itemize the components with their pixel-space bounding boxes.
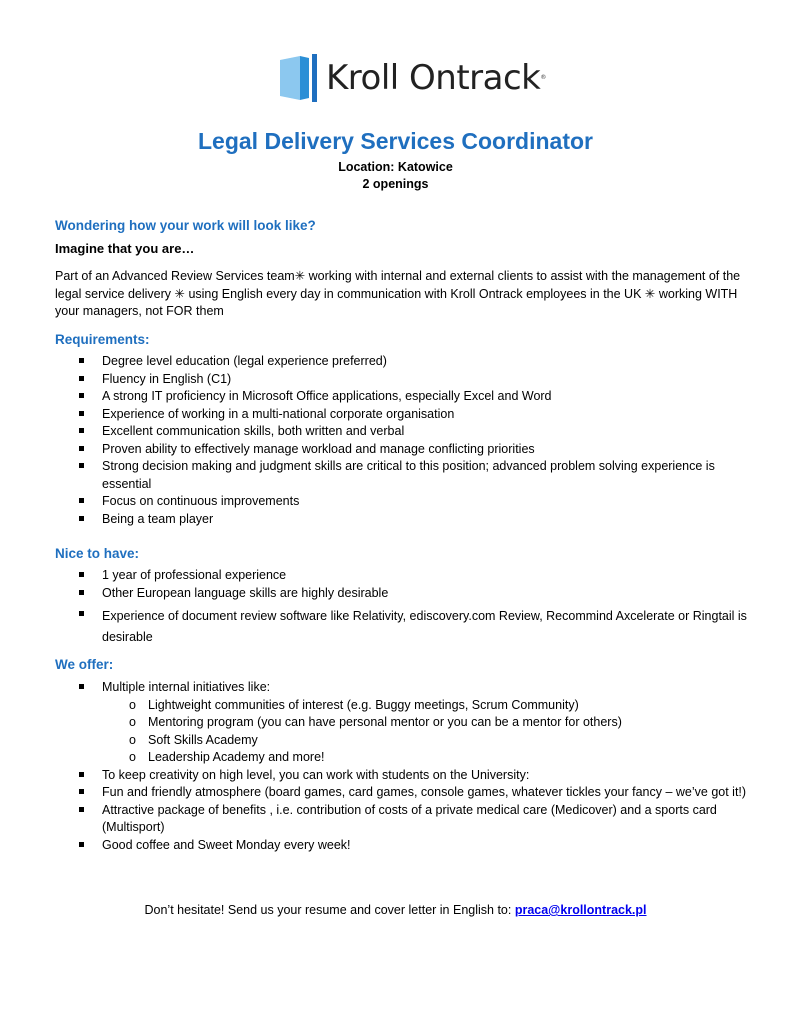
square-bullet-icon bbox=[79, 358, 84, 363]
list-item: Experience of document review software like Relativity, ediscovery.com Review, Recommind Axcelerate or Ringtail is desirable bbox=[55, 606, 755, 648]
circle-bullet-icon: o bbox=[129, 732, 136, 747]
requirements-heading: Requirements: bbox=[55, 332, 150, 347]
requirements-list bbox=[55, 353, 755, 528]
sub-list-item: o Mentoring program (you can have personal mentor or you can be a mentor for others) bbox=[102, 714, 755, 732]
list-item: 1 year of professional experience bbox=[55, 567, 755, 585]
list-item: To keep creativity on high level, you can work with students on the University: bbox=[55, 767, 755, 785]
circle-bullet-icon: o bbox=[129, 697, 136, 712]
intro-heading: Wondering how your work will look like? bbox=[55, 218, 316, 233]
square-bullet-icon bbox=[79, 572, 84, 577]
list-item: Proven ability to effectively manage workload and manage conflicting priorities bbox=[55, 441, 755, 459]
we-offer-list bbox=[55, 679, 755, 854]
circle-bullet-icon: o bbox=[129, 750, 136, 764]
square-bullet-icon bbox=[79, 611, 84, 616]
list-item: Strong decision making and judgment skills are critical to this position; advanced problem solving experience is essential bbox=[55, 458, 755, 493]
list-item: Fluency in English (C1) bbox=[55, 371, 755, 389]
square-bullet-icon bbox=[79, 498, 84, 503]
list-item: Excellent communication skills, both written and verbal bbox=[55, 423, 755, 441]
list-item: A strong IT proficiency in Microsoft Office applications, especially Excel and Word bbox=[55, 388, 755, 406]
list-item: Focus on continuous improvements bbox=[55, 493, 755, 511]
square-bullet-icon bbox=[79, 463, 84, 468]
list-item: Attractive package of benefits , i.e. contribution of costs of a private medical care (Medicover) and a sports card (Multisport) bbox=[55, 802, 755, 837]
sub-list-item: o Lightweight communities of interest (e.g. Buggy meetings, Scrum Community) bbox=[102, 697, 755, 715]
logo-wordmark: Kroll Ontrack® bbox=[326, 58, 546, 98]
list-item: Being a team player bbox=[55, 511, 755, 529]
kroll-ontrack-logo-icon bbox=[278, 54, 318, 102]
initiatives-sublist bbox=[102, 697, 755, 767]
square-bullet-icon bbox=[79, 516, 84, 521]
job-location: Location: Katowice bbox=[338, 160, 453, 174]
list-item: Good coffee and Sweet Monday every week! bbox=[55, 837, 755, 855]
nice-to-have-heading: Nice to have: bbox=[55, 546, 140, 561]
square-bullet-icon bbox=[79, 789, 84, 794]
job-openings: 2 openings bbox=[362, 177, 429, 191]
square-bullet-icon bbox=[79, 411, 84, 416]
intro-paragraph: Part of an Advanced Review Services team✳ working with internal and external clients to assist with the management of the legal service delivery ✳ using English every day in communication with Kroll Ontrack employees in the UK ✳ working WITH your managers, not FOR them bbox=[55, 269, 741, 318]
square-bullet-icon bbox=[79, 428, 84, 433]
company-logo bbox=[278, 54, 546, 102]
square-bullet-icon bbox=[79, 376, 84, 381]
footer-text: Don’t hesitate! Send us your resume and cover letter in English to: bbox=[144, 903, 515, 917]
sub-list-item: o Soft Skills Academy bbox=[102, 732, 755, 750]
nice-to-have-list bbox=[55, 567, 755, 648]
sub-list-item: o Leadership Academy and more! bbox=[102, 749, 755, 767]
intro-subheading: Imagine that you are… bbox=[55, 241, 195, 256]
list-item: Degree level education (legal experience preferred) bbox=[55, 353, 755, 371]
square-bullet-icon bbox=[79, 590, 84, 595]
list-item: Experience of working in a multi-national corporate organisation bbox=[55, 406, 755, 424]
list-item: Other European language skills are highly desirable bbox=[55, 585, 755, 603]
circle-bullet-icon: o bbox=[129, 715, 136, 729]
square-bullet-icon bbox=[79, 446, 84, 451]
job-title: Legal Delivery Services Coordinator bbox=[198, 128, 593, 154]
square-bullet-icon bbox=[79, 684, 84, 689]
square-bullet-icon bbox=[79, 807, 84, 812]
list-item: Fun and friendly atmosphere (board games, card games, console games, whatever tickles your fancy – we’ve got it!) bbox=[55, 784, 755, 802]
square-bullet-icon bbox=[79, 842, 84, 847]
we-offer-heading: We offer: bbox=[55, 657, 114, 672]
square-bullet-icon bbox=[79, 772, 84, 777]
square-bullet-icon bbox=[79, 393, 84, 398]
footer-call-to-action bbox=[0, 903, 791, 917]
list-item: Multiple internal initiatives like: o Lightweight communities of interest (e.g. Buggy meetings, Scrum Community) o Mentoring program (you can have personal mentor or you can be a mentor for others) o Soft Skills Academy o Leadership Academy and more! bbox=[55, 679, 755, 767]
email-link[interactable]: praca@krollontrack.pl bbox=[514, 903, 647, 917]
